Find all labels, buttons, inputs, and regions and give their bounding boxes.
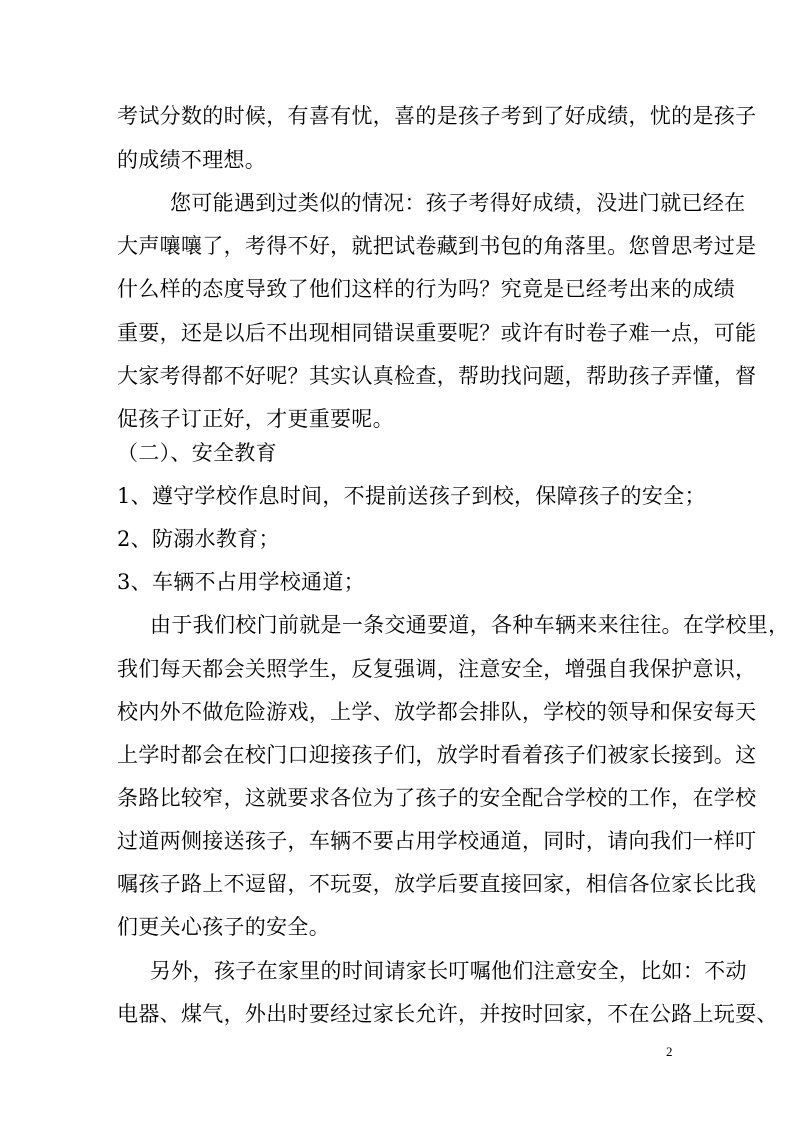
paragraph-line: 们更关心孩子的安全。 [117,915,330,939]
paragraph-line: 嘱 孩 子 路 上 不 逗 留 ， 不 玩 耍 ， 放 学 后 要 直 接 回 家 ， 相 信 各 位 家 长 比 我 [117,872,757,896]
paragraph-line: 的成绩不理想。 [117,148,267,172]
paragraph-line: 大 声 嚷 嚷 了 ， 考 得 不 好 ， 就 把 试 卷 藏 到 书 包 的 角 落 里 。 您 曾 思 考 过 是 [117,234,757,258]
paragraph-line: 考 试 分 数 的 时 候 ， 有 喜 有 忧 ， 喜 的 是 孩 子 考 到 了 好 成 绩 ， 忧 的 是 孩 子 [117,104,757,128]
paragraph-line: 由 于 我 们 校 门 前 就 是 一 条 交 通 要 道 ， 各 种 车 辆 来 来 往 往 。 在 学 校 里 ， [150,613,790,637]
paragraph-line: 重 要 ， 还 是 以 后 不 出 现 相 同 错 误 重 要 呢 ？ 或 许 有 时 卷 子 难 一 点 ， 可 能 [117,321,757,345]
section-heading: （二）、安全教育 [117,441,277,465]
paragraph-line: 您 可 能 遇 到 过 类 似 的 情 况 ： 孩 子 考 得 好 成 绩 ， 没 进 门 就 已 经 在 [170,191,746,215]
paragraph-line: 校 内 外 不 做 危 险 游 戏 ， 上 学 、 放 学 都 会 排 队 ， 学 校 的 领 导 和 保 安 每 天 [117,700,757,724]
paragraph-line: 什 么 样 的 态 度 导 致 了 他 们 这 样 的 行 为 吗 ？ 究 竟 是 已 经 考 出 来 的 成 绩 [117,277,736,301]
page-number: 2 [666,1044,673,1059]
paragraph-line: 促孩子订正好，才更重要呢。 [117,407,394,431]
paragraph-line: 我 们 每 天 都 会 关 照 学 生 ， 反 复 强 调 ， 注 意 安 全 ， 增 强 自 我 保 护 意 识 ， [117,657,757,681]
paragraph-line: 上 学 时 都 会 在 校 门 口 迎 接 孩 子 们 ， 放 学 时 看 着 孩 子 们 被 家 长 接 到 。 这 [117,743,757,767]
paragraph-line: 条 路 比 较 窄 ， 这 就 要 求 各 位 为 了 孩 子 的 安 全 配 合 学 校 的 工 作 ， 在 学 校 [117,786,757,810]
paragraph-line: 过 道 两 侧 接 送 孩 子 ， 车 辆 不 要 占 用 学 校 通 道 ， 同 时 ， 请 向 我 们 一 样 叮 [117,829,757,853]
paragraph-line: 大 家 考 得 都 不 好 呢 ？ 其 实 认 真 检 查 ， 帮 助 找 问 题 ， 帮 助 孩 子 弄 懂 ， 督 [117,364,757,388]
paragraph-line: 另 外 ， 孩 子 在 家 里 的 时 间 请 家 长 叮 嘱 他 们 注 意 安 全 ， 比 如 ： 不 动 [150,959,747,983]
list-item: 3、车辆不占用学校通道； [117,570,365,594]
paragraph-line: 电 器 、 煤 气 ， 外 出 时 要 经 过 家 长 允 许 ， 并 按 时 回 家 ， 不 在 公 路 上 玩 耍 、 [117,1002,778,1026]
list-item: 1、遵守学校作息时间，不提前送孩子到校，保障孩子的安全； [117,484,706,508]
list-item: 2、防溺水教育； [117,527,280,551]
